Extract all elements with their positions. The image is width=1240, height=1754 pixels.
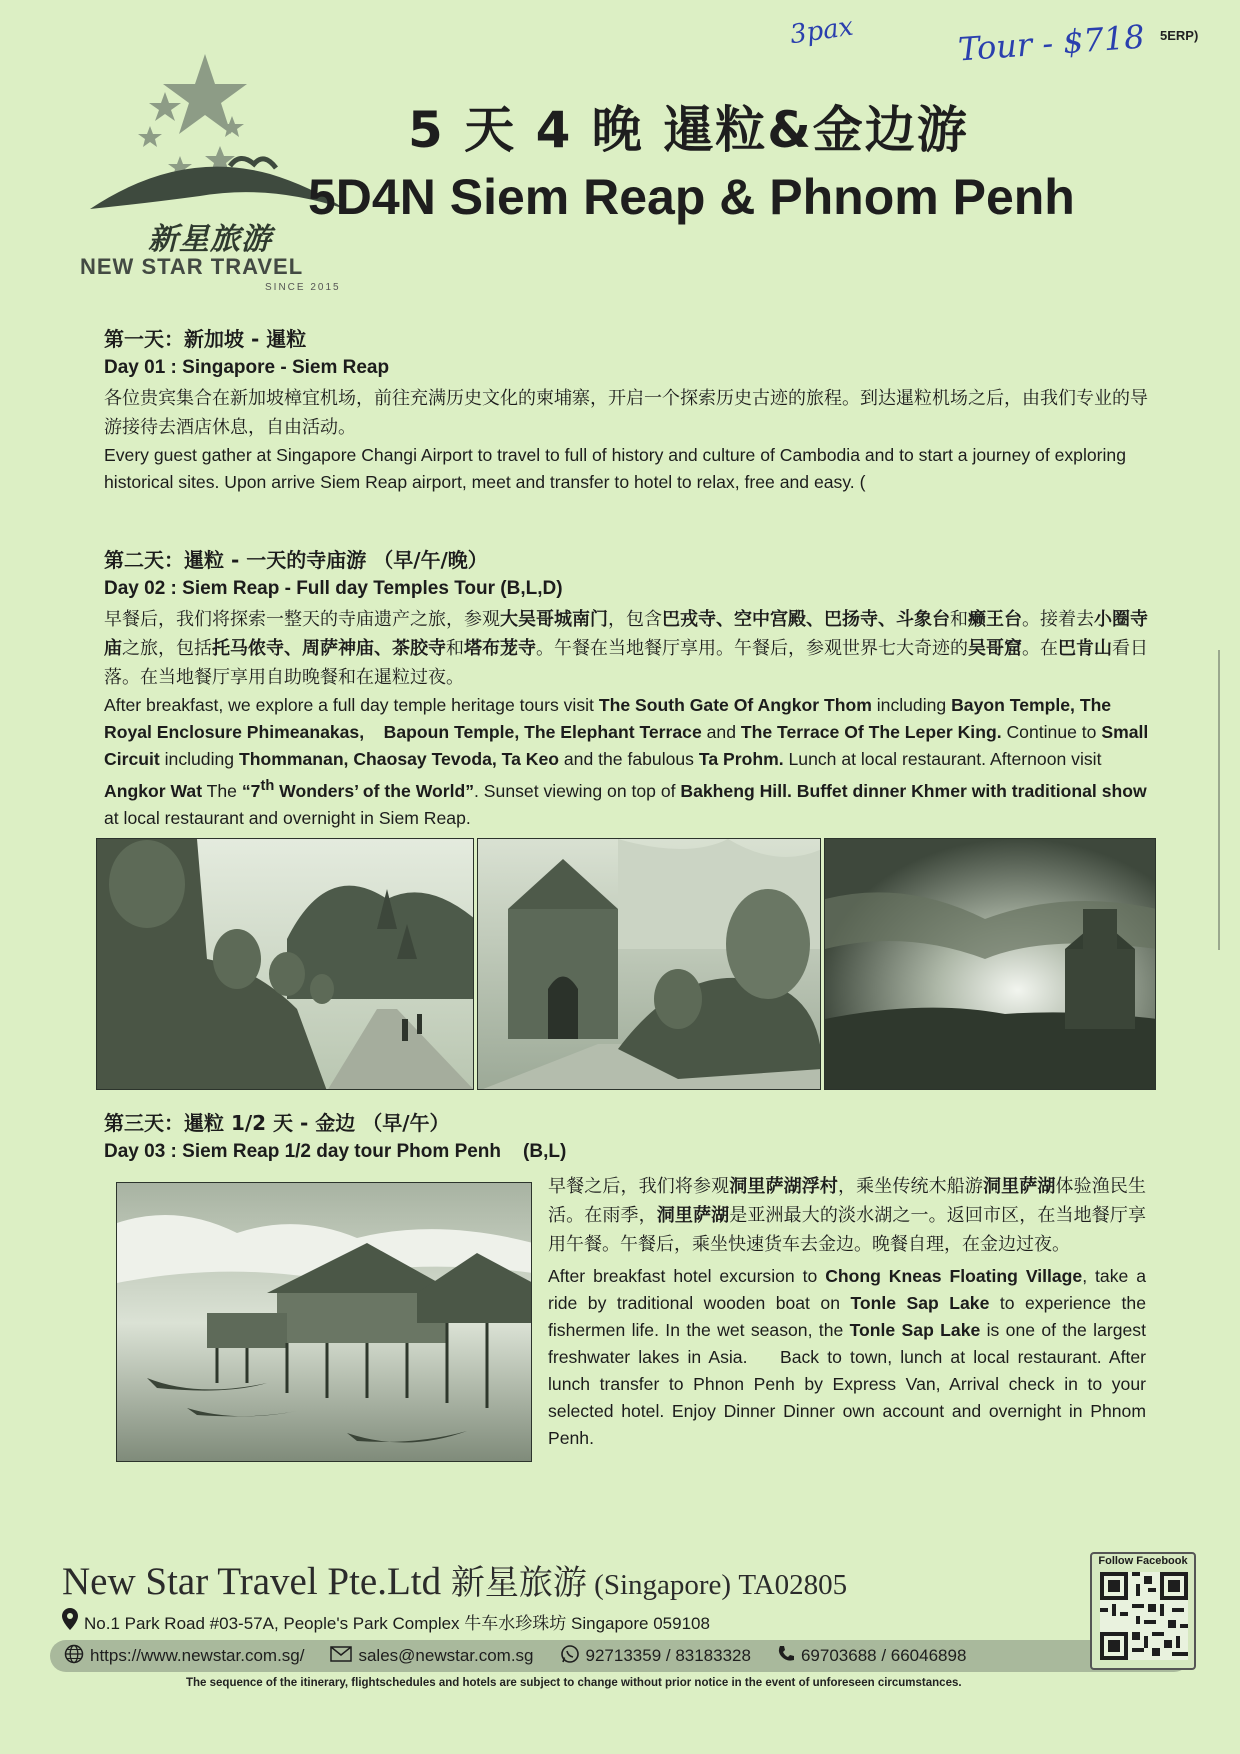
day3-heading-english: Day 03 : Siem Reap 1/2 day tour Phom Penh (B,L) (104, 1141, 567, 1162)
day3-section (104, 1108, 1150, 1166)
email-link[interactable]: sales@newstar.com.sg (330, 1646, 533, 1667)
day3-body-english: After breakfast hotel excursion to Chong Kneas Floating Village, take a ride by traditional wooden boat on Tonle Sap Lake to experience the fishermen life. In the wet season, the Tonle Sap Lake is one of the largest freshwater lakes in Asia. Back to town, lunch at local restaurant. After lunch transfer to Phnon Penh by Express Van, Arrival check in to your selected hotel. Enjoy Dinner Dinner own account and overnight in Phnom Penh. (548, 1266, 1151, 1448)
day2-heading-english: Day 02 : Siem Reap - Full day Temples Tour (B,L,D) (104, 578, 563, 599)
whatsapp-icon (560, 1644, 580, 1669)
footer-company-name: New Star Travel Pte.Ltd 新星旅游 (Singapore) TA02805 (62, 1560, 848, 1603)
scan-edge-line (1218, 650, 1220, 950)
day1-body-chinese: 各位贵宾集合在新加坡樟宜机场，前往充满历史文化的柬埔寨，开启一个探索历史古迹的旅程。到达暹粒机场之后，由我们专业的导游接待去酒店休息，自由活动。 (104, 388, 1148, 438)
day1-section (104, 324, 1150, 496)
logo-chinese-text: 新星旅游 (148, 222, 272, 257)
day3-body-chinese: 早餐之后，我们将参观洞里萨湖浮村，乘坐传统木船游洞里萨湖体验渔民生活。在雨季，洞里萨湖是亚洲最大的淡水湖之一。返回市区，在当地餐厅享用午餐。午餐后，乘坐快速货车去金边。晚餐自理，在金边过夜。 (548, 1176, 1146, 1255)
envelope-icon (330, 1646, 352, 1667)
address-text: No.1 Park Road #03-57A, People's Park Complex 牛车水珍珠坊 Singapore 059108 (84, 1614, 710, 1633)
location-pin-icon (62, 1608, 78, 1635)
day3-heading-chinese: 第三天：暹粒 1/2 天 - 金边 （早/午） (104, 1111, 450, 1135)
day2-section (104, 545, 1150, 832)
qr-label: Follow Facebook (1098, 1555, 1188, 1567)
day2-body-english: After breakfast, we explore a full day temple heritage tours visit The South Gate Of Angkor Thom including Bayon Temple, The Royal Enclosure Phimeanakas, Bapoun Temple, The Elephant Terrace and The Terrace Of The Leper King. Continue to Small Circuit including Thommanan, Chaosay Tevoda, Ta Keo and the fabulous Ta Prohm. Lunch at local restaurant. Afternoon visit Angkor Wat The “7th Wonders’ of the World”. Sunset viewing on top of Bakheng Hill. Buffet dinner Khmer with traditional show at local restaurant and overnight in Siem Reap. (104, 695, 1149, 828)
photo-angkor-thom-gate-statues (96, 838, 474, 1090)
handwritten-note-price: Tour - $718 (956, 17, 1146, 69)
website-link[interactable]: https://www.newstar.com.sg/ (64, 1644, 304, 1669)
photo-temple-sunset (824, 838, 1156, 1090)
page-title-english: 5D4N Siem Reap & Phnom Penh (308, 169, 1075, 225)
day1-heading-chinese: 第一天：新加坡 - 暹粒 (104, 327, 307, 351)
photo-angkor-gate-face-tower (477, 838, 821, 1090)
day1-body-english: Every guest gather at Singapore Changi Airport to travel to full of history and culture of Cambodia and to start a journey of exploring historical sites. Upon arrive Siem Reap airport, meet and transfer to hotel to relax, free and easy. ( (104, 445, 1126, 492)
globe-icon (64, 1644, 84, 1669)
footer-address (62, 1608, 710, 1635)
handwritten-note-pax: 3pax (788, 11, 856, 51)
phone-link[interactable]: 69703688 / 66046898 (777, 1645, 966, 1668)
day2-heading-chinese: 第二天：暹粒 - 一天的寺庙游 （早/午/晚） (104, 548, 488, 572)
footer-disclaimer: The sequence of the itinerary, flightschedules and hotels are subject to change without prior notice in the event of unforeseen circumstances. (186, 1677, 962, 1689)
day1-heading-english: Day 01 : Singapore - Siem Reap (104, 357, 390, 378)
day2-body-chinese: 早餐后，我们将探索一整天的寺庙遗产之旅，参观大吴哥城南门，包含巴戎寺、空中宫殿、巴扬寺、斗象台和癞王台。接着去小圈寺庙之旅，包括托马侬寺、周萨神庙、茶胶寺和塔布茏寺。午餐在当地餐厅享用。午餐后，参观世界七大奇迹的吴哥窟。在巴肯山看日落。在当地餐厅享用自助晚餐和在暹粒过夜。 (104, 609, 1148, 688)
phone-icon (777, 1645, 795, 1668)
corner-code: 5ERP) (1160, 28, 1199, 43)
contact-bar (50, 1640, 1190, 1672)
license-number: TA02805 (738, 1569, 848, 1601)
photo-floating-village (116, 1182, 532, 1462)
whatsapp-link[interactable]: 92713359 / 83183328 (560, 1644, 751, 1669)
facebook-qr-code[interactable] (1100, 1572, 1188, 1660)
logo-since-text: SINCE 2015 (265, 282, 341, 293)
page-title-chinese: 5 天 4 晚 暹粒&金边游 (408, 101, 969, 159)
logo-english-text: NEW STAR TRAVEL (80, 254, 304, 279)
day3-meals: (B,L) (523, 1141, 567, 1162)
day3-body (548, 1170, 1151, 1452)
